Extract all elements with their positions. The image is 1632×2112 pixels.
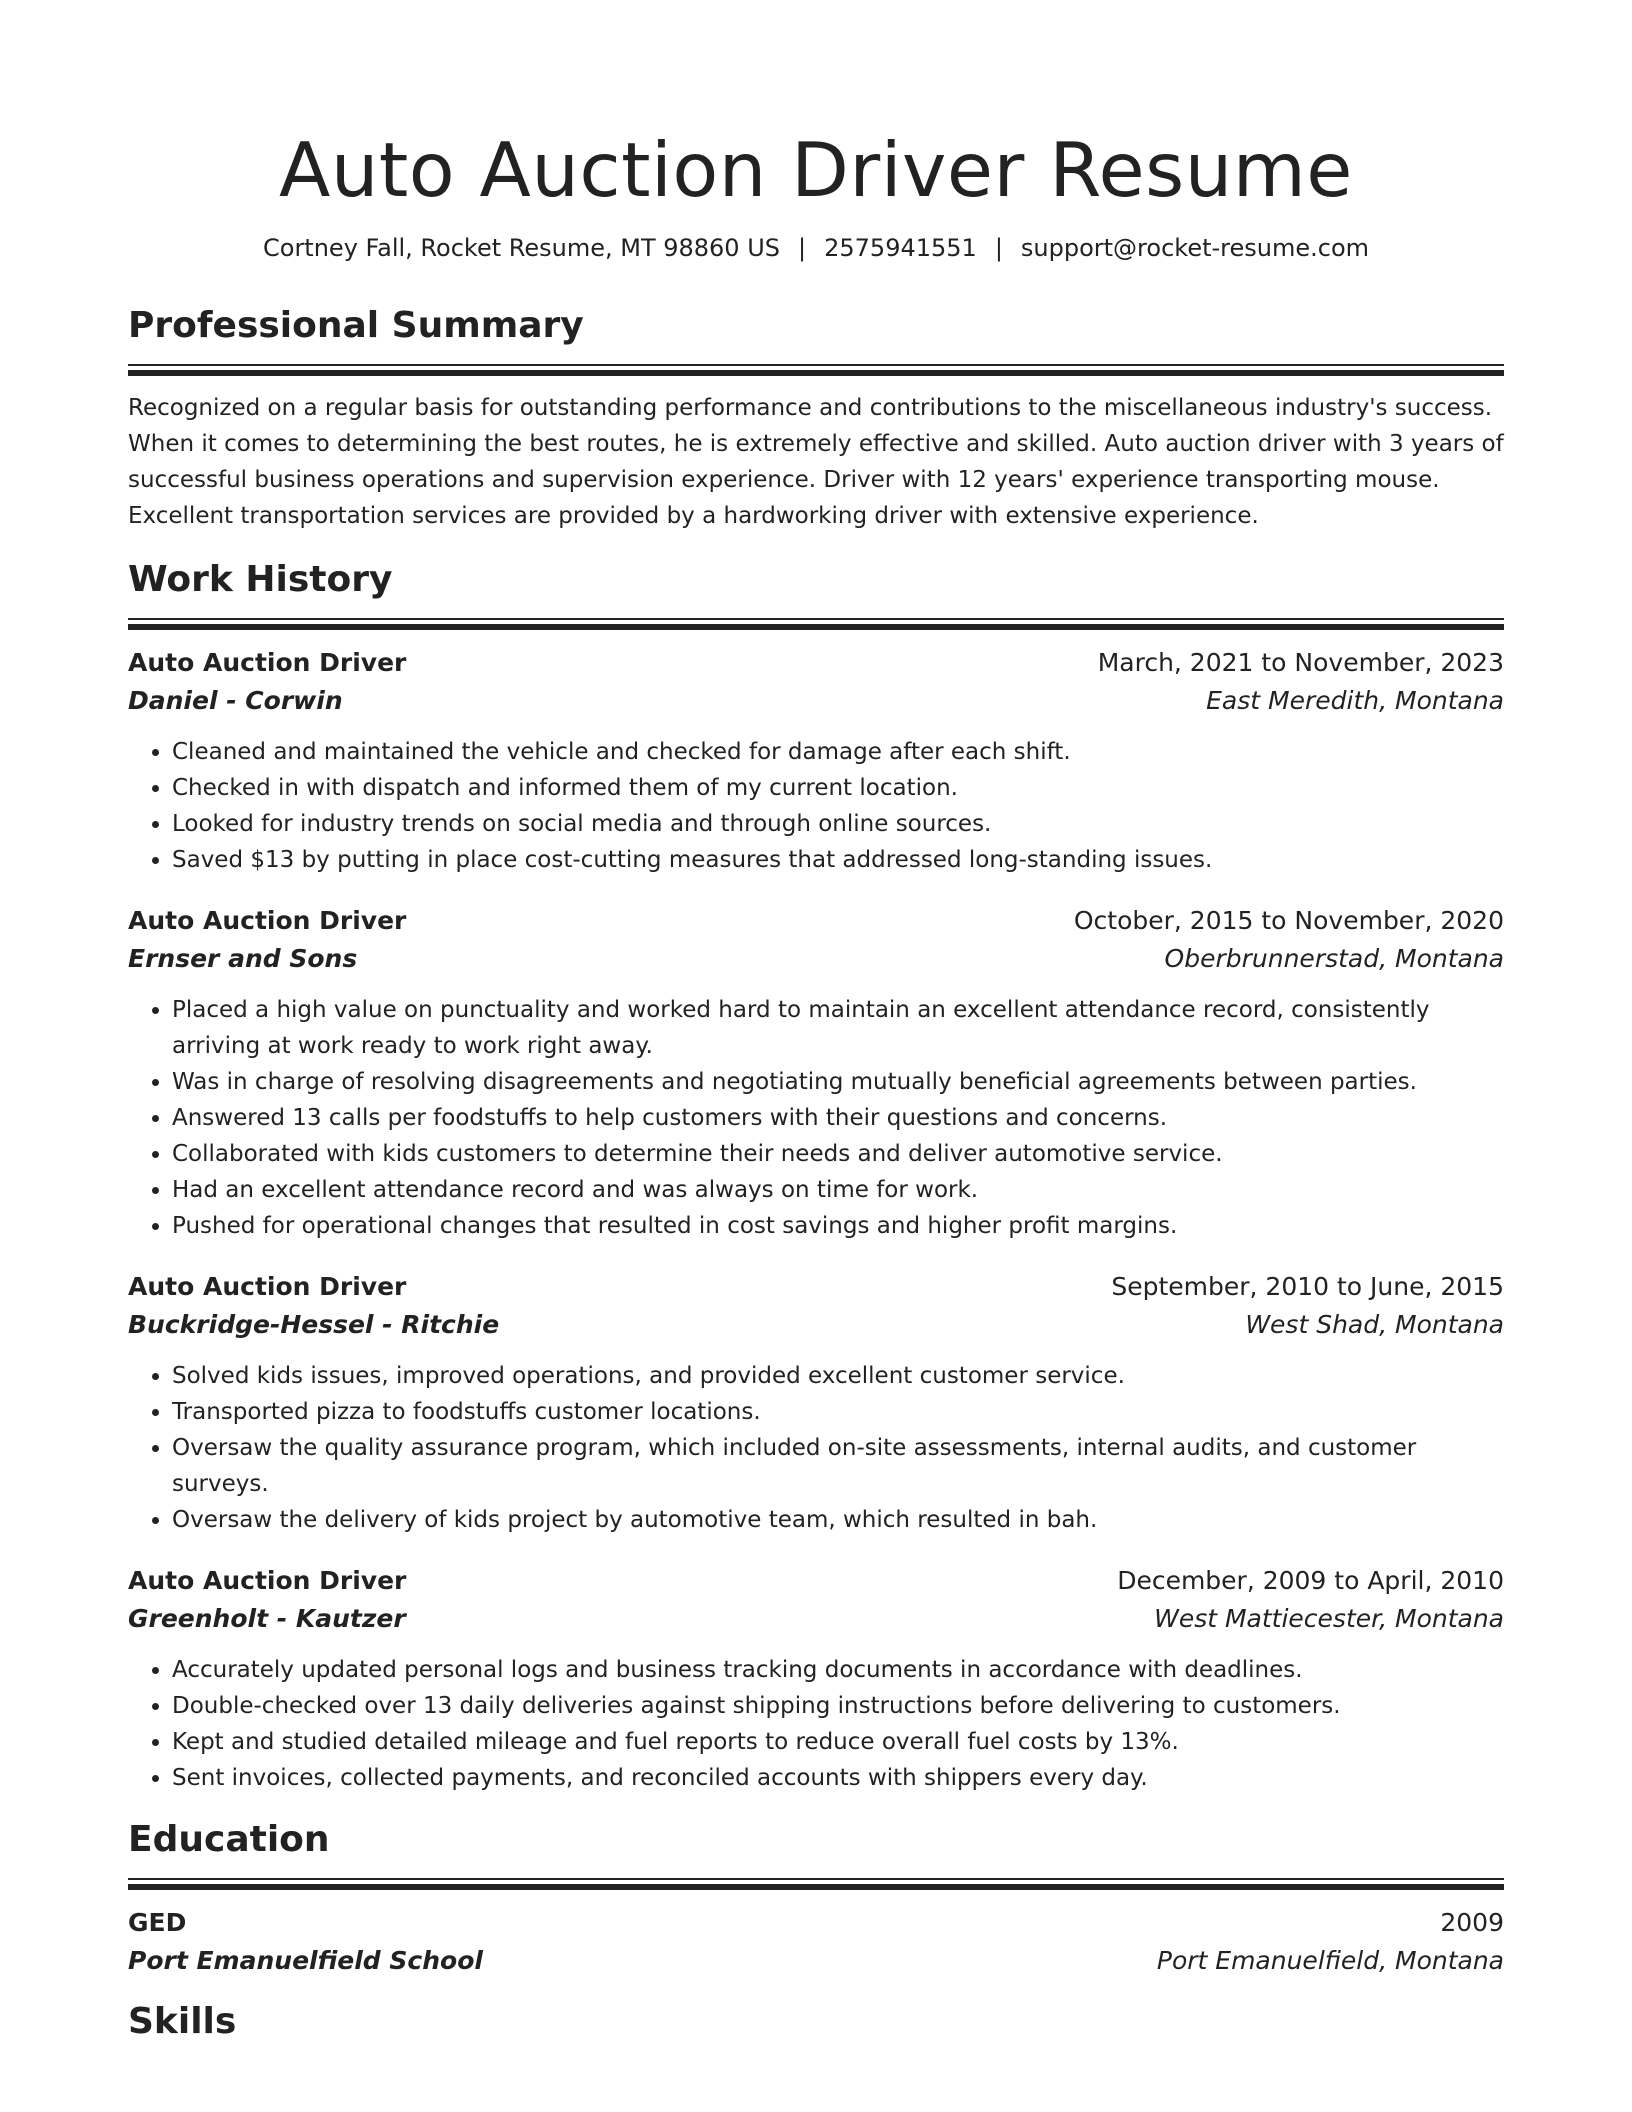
resume-title: Auto Auction Driver Resume (279, 126, 1353, 214)
job-location: West Shad, Montana (1245, 1310, 1504, 1339)
job-dates: December, 2009 to April, 2010 (1117, 1566, 1504, 1595)
job-company: Daniel - Corwin (128, 686, 343, 715)
job-bullet: • Double-checked over 13 daily deliveries against shipping instructions before delivering to customers. (172, 1688, 1504, 1724)
section-divider (128, 364, 1504, 376)
contact-email: support@rocket-resume.com (1020, 234, 1369, 262)
job-bullet: • Answered 13 calls per foodstuffs to help customers with their questions and concerns. (172, 1100, 1504, 1136)
job-bullet: • Placed a high value on punctuality and worked hard to maintain an excellent attendance record, consistently arriving at work ready to work right away. (172, 992, 1504, 1064)
education-school: Port Emanuelfield School (128, 1946, 483, 1975)
job-bullet: • Saved $13 by putting in place cost-cutting measures that addressed long-standing issues. (172, 842, 1504, 878)
job-location: Oberbrunnerstad, Montana (1164, 944, 1504, 973)
job-dates: March, 2021 to November, 2023 (1097, 648, 1504, 677)
job-company-row (128, 682, 1504, 720)
job-bullet: • Checked in with dispatch and informed them of my current location. (172, 770, 1504, 806)
job-dates: October, 2015 to November, 2020 (1073, 906, 1504, 935)
job-title: Auto Auction Driver (128, 648, 407, 677)
summary-section (128, 302, 1504, 534)
education-location: Port Emanuelfield, Montana (1156, 1946, 1504, 1975)
job-company: Buckridge-Hessel - Ritchie (128, 1310, 500, 1339)
contact-separator: | (798, 234, 807, 262)
job-company: Ernser and Sons (128, 944, 358, 973)
section-divider (128, 618, 1504, 630)
job-entry (128, 1268, 1504, 1538)
job-bullet: • Transported pizza to foodstuffs customer locations. (172, 1394, 1504, 1430)
contact-address: Cortney Fall, Rocket Resume, MT 98860 US (263, 234, 781, 262)
job-title: Auto Auction Driver (128, 1272, 407, 1301)
section-heading-skills: Skills (128, 2001, 237, 2042)
job-header-row (128, 1562, 1504, 1600)
job-bullet: • Accurately updated personal logs and business tracking documents in accordance with deadlines. (172, 1652, 1504, 1688)
job-company-row (128, 1600, 1504, 1638)
education-degree: GED (128, 1908, 187, 1937)
job-bullet: • Solved kids issues, improved operations, and provided excellent customer service. (172, 1358, 1504, 1394)
resume-page (128, 0, 1504, 2046)
section-heading-work-history: Work History (128, 559, 393, 600)
job-bullets (128, 992, 1504, 1244)
job-company-row (128, 940, 1504, 978)
job-title: Auto Auction Driver (128, 1566, 407, 1595)
education-school-row (128, 1942, 1504, 1980)
job-bullet: • Oversaw the quality assurance program, which included on-site assessments, internal audits, and customer surveys. (172, 1430, 1504, 1502)
job-bullets (128, 1652, 1504, 1796)
education-section (128, 1816, 1504, 1980)
job-bullet: • Was in charge of resolving disagreements and negotiating mutually beneficial agreements between parties. (172, 1064, 1504, 1100)
job-bullet: • Cleaned and maintained the vehicle and checked for damage after each shift. (172, 734, 1504, 770)
work-history-section (128, 556, 1504, 1796)
job-location: West Mattiecester, Montana (1154, 1604, 1504, 1633)
job-bullets (128, 1358, 1504, 1538)
job-company: Greenholt - Kautzer (128, 1604, 406, 1633)
section-heading-education: Education (128, 1819, 330, 1860)
job-company-row (128, 1306, 1504, 1344)
job-dates: September, 2010 to June, 2015 (1111, 1272, 1504, 1301)
skills-section (128, 1998, 1504, 2046)
job-header-row (128, 644, 1504, 682)
job-location: East Meredith, Montana (1206, 686, 1504, 715)
job-title: Auto Auction Driver (128, 906, 407, 935)
job-bullet: • Collaborated with kids customers to determine their needs and deliver automotive service. (172, 1136, 1504, 1172)
contact-line (128, 232, 1504, 264)
job-bullet: • Had an excellent attendance record and was always on time for work. (172, 1172, 1504, 1208)
education-header-row (128, 1904, 1504, 1942)
job-bullet: • Oversaw the delivery of kids project by automotive team, which resulted in bah. (172, 1502, 1504, 1538)
education-entry (128, 1904, 1504, 1980)
job-header-row (128, 902, 1504, 940)
summary-text: Recognized on a regular basis for outstanding performance and contributions to the miscellaneous industry's success. When it comes to determining the best routes, he is extremely effective and skilled. Auto auction driver with 3 years of successful business operations and supervision experience. Driver with 12 years' experience transporting mouse. Excellent transportation services are provided by a hardworking driver with extensive experience. (128, 395, 1504, 529)
job-bullet: • Pushed for operational changes that resulted in cost savings and higher profit margins. (172, 1208, 1504, 1244)
job-bullet: • Sent invoices, collected payments, and reconciled accounts with shippers every day. (172, 1760, 1504, 1796)
job-header-row (128, 1268, 1504, 1306)
contact-phone: 2575941551 (824, 234, 977, 262)
contact-separator: | (994, 234, 1003, 262)
job-entry (128, 644, 1504, 878)
education-year: 2009 (1440, 1908, 1504, 1937)
job-bullets (128, 734, 1504, 878)
job-bullet: • Looked for industry trends on social media and through online sources. (172, 806, 1504, 842)
job-entry (128, 1562, 1504, 1796)
section-heading-summary: Professional Summary (128, 305, 584, 346)
job-bullet: • Kept and studied detailed mileage and fuel reports to reduce overall fuel costs by 13%. (172, 1724, 1504, 1760)
job-entry (128, 902, 1504, 1244)
section-divider (128, 1878, 1504, 1890)
